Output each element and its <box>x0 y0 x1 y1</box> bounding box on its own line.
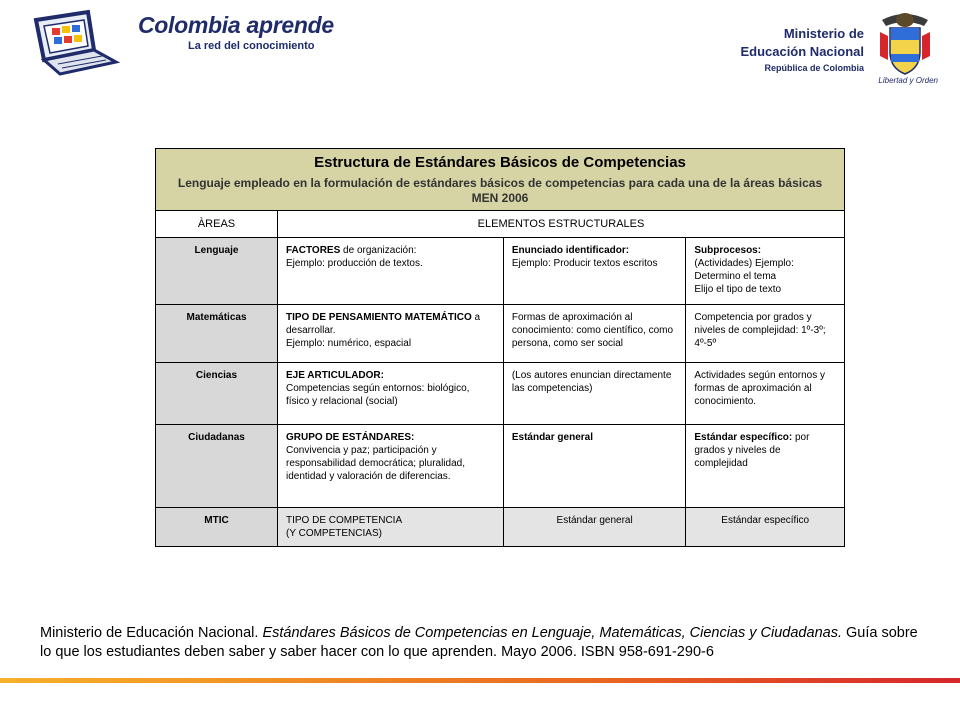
laptop-logo-icon <box>30 6 130 76</box>
cell-text: Competencias según entornos: biológico, físico y relacional (social) <box>286 383 470 407</box>
cell-bold-text: Estándar específico: <box>694 432 793 443</box>
element-cell: Formas de aproximación al conocimiento: como científico, como persona, como ser social <box>503 305 686 363</box>
cell-text: (Y COMPETENCIAS) <box>286 528 382 539</box>
ministry-country: República de Colombia <box>764 63 864 73</box>
colombia-aprende-logo <box>30 6 334 78</box>
cell-text: de organización: <box>340 245 417 256</box>
cell-text: por grados y niveles de complejidad <box>694 432 810 469</box>
element-cell <box>686 238 845 305</box>
ministry-name-line2: Educación Nacional <box>740 44 864 59</box>
table-row <box>156 238 845 305</box>
cell-bold-text: GRUPO DE ESTÁNDARES: <box>286 432 415 443</box>
element-cell <box>278 238 504 305</box>
brand-title: Colombia aprende <box>138 12 334 38</box>
standards-structure-table <box>155 148 845 547</box>
area-cell: Matemáticas <box>156 305 278 363</box>
element-cell <box>278 508 504 547</box>
cell-text: (Actividades) Ejemplo: <box>694 258 794 269</box>
element-cell <box>278 363 504 425</box>
element-cell <box>503 425 686 508</box>
table-header <box>156 149 845 211</box>
ministry-logo <box>734 8 944 88</box>
cell-bold-text: TIPO DE PENSAMIENTO MATEMÁTICO <box>286 312 472 323</box>
table-row <box>156 305 845 363</box>
cell-text: Elijo el tipo de texto <box>694 284 782 295</box>
cell-bold-text: Enunciado identificador: <box>511 245 630 256</box>
cell-bold-text: Estándar general <box>511 432 593 443</box>
table-row <box>156 508 845 547</box>
citation-author: Ministerio de Educación Nacional. <box>40 625 263 641</box>
table-subtitle: Lenguaje empleado en la formulación de estándares básicos de competencias para cada una de la áreas básicas <box>177 176 823 190</box>
element-cell <box>278 305 504 363</box>
cell-text: Ejemplo: Producir textos escritos <box>511 258 658 269</box>
cell-text: Ejemplo: numérico, espacial <box>286 338 412 349</box>
area-cell: Ciudadanas <box>156 425 278 508</box>
table-row <box>156 425 845 508</box>
coat-of-arms-icon <box>874 10 936 80</box>
area-cell: Lenguaje <box>156 238 278 305</box>
ministry-name-line1: Ministerio de <box>783 26 864 41</box>
area-cell: MTIC <box>156 508 278 547</box>
cell-text: TIPO DE COMPETENCIA <box>286 515 403 526</box>
element-cell: Actividades según entornos y formas de aproximación al conocimiento. <box>686 363 845 425</box>
cell-text: Determino el tema <box>694 271 777 282</box>
area-cell: Ciencias <box>156 363 278 425</box>
element-cell <box>278 425 504 508</box>
element-cell <box>686 425 845 508</box>
table-title: Estructura de Estándares Básicos de Competencias <box>314 154 686 171</box>
footer-color-bar <box>0 678 960 683</box>
cell-text: Convivencia y paz; participación y responsabilidad democrática; pluralidad, identidad y valoración de diferencias. <box>286 445 465 482</box>
table-row <box>156 363 845 425</box>
element-cell: Competencia por grados y niveles de complejidad: 1º-3º; 4º-5º <box>686 305 845 363</box>
brand-subtitle: La red del conocimiento <box>188 40 315 52</box>
element-cell: Estándar específico <box>686 508 845 547</box>
cell-text: Ejemplo: producción de textos. <box>286 258 423 269</box>
table-source: MEN 2006 <box>471 191 529 205</box>
cell-text: a desarrollar. <box>286 312 481 336</box>
cell-bold-text: Subprocesos: <box>694 245 762 256</box>
cell-bold-text: FACTORES <box>286 245 341 256</box>
source-citation <box>40 624 920 662</box>
motto-text: Libertad y Orden <box>878 76 938 85</box>
citation-details: Guía sobre lo que los estudiantes deben saber y saber hacer con lo que aprenden. Mayo 2006. ISBN 958-691-290-6 <box>40 625 918 660</box>
element-cell <box>503 238 686 305</box>
column-header-elements: ELEMENTOS ESTRUCTURALES <box>278 211 845 238</box>
cell-bold-text: EJE ARTICULADOR: <box>286 370 384 381</box>
citation-title: Estándares Básicos de Competencias en Lenguaje, Matemáticas, Ciencias y Ciudadanas. <box>262 625 842 641</box>
column-header-areas: ÀREAS <box>156 211 278 238</box>
element-cell: Estándar general <box>503 508 686 547</box>
element-cell: (Los autores enuncian directamente las competencias) <box>503 363 686 425</box>
